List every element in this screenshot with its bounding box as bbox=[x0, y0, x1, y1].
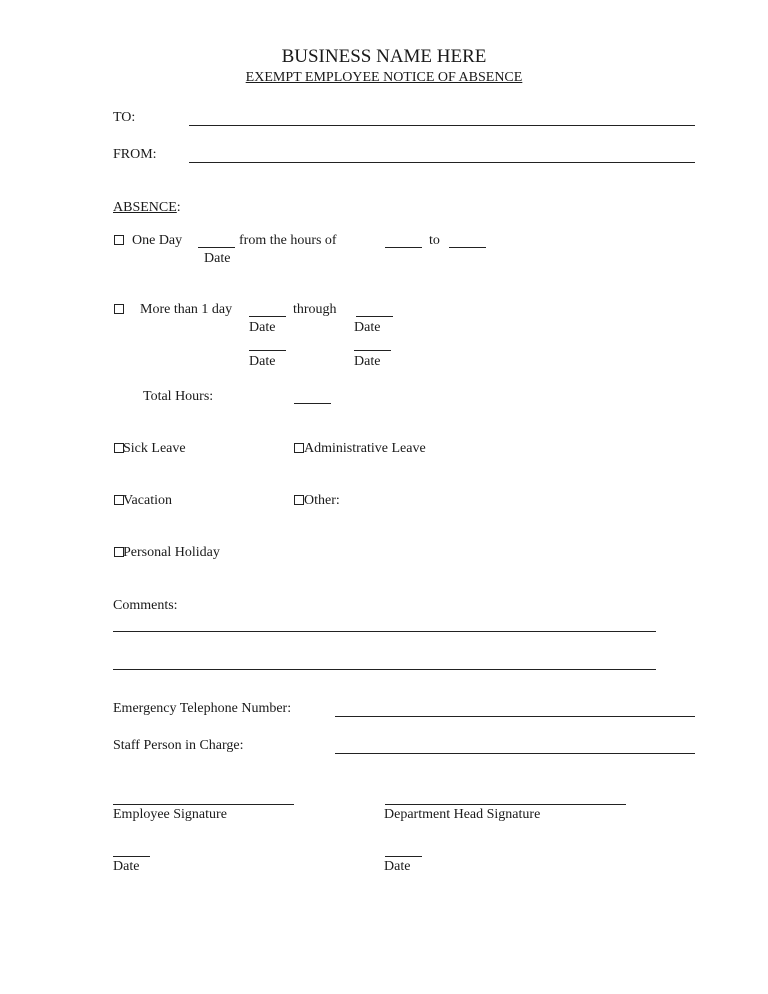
one-day-date-label: Date bbox=[204, 251, 231, 266]
employee-date-label: Date bbox=[113, 859, 140, 874]
multi-day-date-label-4: Date bbox=[354, 354, 381, 369]
multi-day-date-label-1: Date bbox=[249, 320, 276, 335]
total-hours-blank[interactable] bbox=[294, 403, 331, 404]
employee-signature-line[interactable] bbox=[113, 804, 294, 805]
one-day-checkbox[interactable] bbox=[114, 235, 124, 245]
one-day-date-blank[interactable] bbox=[198, 247, 235, 248]
end-hour-blank[interactable] bbox=[449, 247, 486, 248]
other-checkbox[interactable] bbox=[294, 495, 304, 505]
comments-label: Comments: bbox=[113, 598, 178, 613]
to-field-line[interactable] bbox=[189, 125, 695, 126]
employee-date-blank[interactable] bbox=[113, 856, 150, 857]
one-day-label: One Day bbox=[132, 233, 183, 248]
comments-line-1[interactable] bbox=[113, 631, 656, 632]
personal-holiday-label: Personal Holiday bbox=[123, 545, 220, 560]
multi-day-date-label-3: Date bbox=[249, 354, 276, 369]
multi-day-date-label-2: Date bbox=[354, 320, 381, 335]
department-head-signature-line[interactable] bbox=[385, 804, 626, 805]
multi-day-end-blank[interactable] bbox=[356, 316, 393, 317]
other-label: Other: bbox=[304, 493, 340, 508]
multi-day-start-blank-2[interactable] bbox=[249, 350, 286, 351]
emergency-phone-label: Emergency Telephone Number: bbox=[113, 701, 292, 716]
staff-in-charge-line[interactable] bbox=[335, 753, 695, 754]
comments-line-2[interactable] bbox=[113, 669, 656, 670]
multi-day-start-blank[interactable] bbox=[249, 316, 286, 317]
to-label: TO: bbox=[113, 110, 136, 125]
multi-day-label: More than 1 day bbox=[140, 302, 233, 317]
administrative-leave-checkbox[interactable] bbox=[294, 443, 304, 453]
start-hour-blank[interactable] bbox=[385, 247, 422, 248]
from-label: FROM: bbox=[113, 147, 157, 162]
business-name: BUSINESS NAME HERE bbox=[281, 46, 487, 67]
multi-day-end-blank-2[interactable] bbox=[354, 350, 391, 351]
department-date-blank[interactable] bbox=[385, 856, 422, 857]
department-date-label: Date bbox=[384, 859, 411, 874]
employee-signature-label: Employee Signature bbox=[113, 807, 227, 822]
total-hours-label: Total Hours: bbox=[143, 389, 214, 404]
from-field-line[interactable] bbox=[189, 162, 695, 163]
to-text: to bbox=[429, 233, 440, 248]
multi-day-checkbox[interactable] bbox=[114, 304, 124, 314]
absence-heading-text: ABSENCE bbox=[113, 200, 177, 215]
through-text: through bbox=[293, 302, 337, 317]
vacation-label: Vacation bbox=[123, 493, 172, 508]
absence-heading-colon: : bbox=[176, 200, 181, 215]
administrative-leave-label: Administrative Leave bbox=[304, 441, 426, 456]
staff-in-charge-label: Staff Person in Charge: bbox=[113, 738, 244, 753]
form-title: EXEMPT EMPLOYEE NOTICE OF ABSENCE bbox=[245, 70, 523, 85]
sick-leave-label: Sick Leave bbox=[123, 441, 186, 456]
from-hours-text: from the hours of bbox=[239, 233, 337, 248]
emergency-phone-line[interactable] bbox=[335, 716, 695, 717]
department-head-signature-label: Department Head Signature bbox=[384, 807, 541, 822]
absence-heading bbox=[113, 200, 181, 216]
